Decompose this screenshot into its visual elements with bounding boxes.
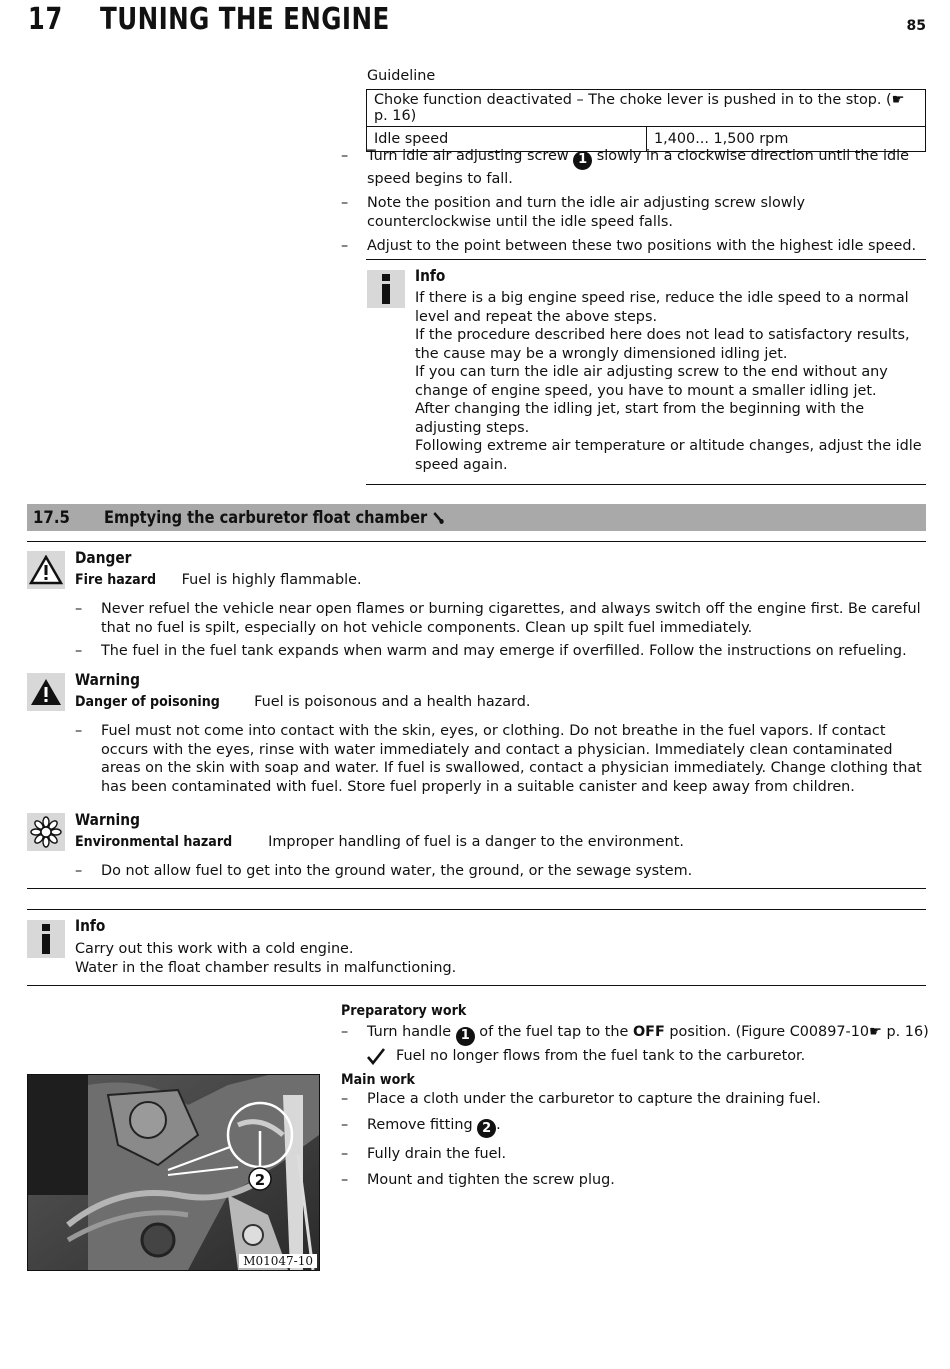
info-line: Water in the float chamber results in malfunctioning. <box>75 959 457 976</box>
chapter-title: TUNING THE ENGINE <box>100 2 390 37</box>
warning-title: Warning <box>75 810 140 829</box>
list-item: – Turn handle 1 of the fuel tap to the OFF position. (Figure C00897-10☛ p. 16) <box>341 1023 927 1046</box>
step-text: Place a cloth under the carburetor to capture the draining fuel. <box>367 1091 821 1107</box>
step-text: Turn idle air adjusting screw <box>367 148 569 164</box>
section-title <box>104 508 444 528</box>
info-title: Info <box>415 266 446 285</box>
callout-1-icon: 1 <box>573 151 592 170</box>
step-text: Mount and tighten the screw plug. <box>367 1171 615 1188</box>
step-text: Remove fitting <box>367 1116 473 1133</box>
figure-label: M01047-10 <box>239 1254 317 1268</box>
info-line: After changing the idling jet, start from the beginning with the adjusting steps. <box>415 401 865 436</box>
warning-title: Warning <box>75 670 140 689</box>
divider <box>27 541 926 542</box>
list-item: – Turn idle air adjusting screw 1 slowly in a clockwise direction until the idle speed begins to fall. <box>341 148 909 187</box>
list-item: – Remove fitting 2 . <box>341 1116 927 1139</box>
info-icon <box>27 920 65 958</box>
list-item-text: Never refuel the vehicle near open flames or burning cigarettes, and always switch off the engine first. Be careful that no fuel is spilt, especially on hot vehicle components. Clean up spilt fuel immediately. <box>101 601 921 636</box>
steps-top <box>341 147 927 256</box>
list-item-text: The fuel in the fuel tank expands when warm and may emerge if overfilled. Follow the instructions on refueling. <box>101 643 907 659</box>
info-line: If the procedure described here does not lead to satisfactory results, the cause may be a wrongly dimensioned idling jet. <box>415 327 910 362</box>
info-title: Info <box>75 916 106 935</box>
guideline-idle-value: 1,400... 1,500 rpm <box>647 127 926 152</box>
warning-triangle-icon <box>27 673 65 711</box>
step-text: slowly in a clockwise direction until the idle speed begins to fall. <box>367 148 909 187</box>
chapter-number: 17 <box>28 2 63 37</box>
list-item: – Adjust to the point between these two positions with the highest idle speed. <box>341 238 917 255</box>
checkmark-icon <box>366 1047 396 1071</box>
list-item: – Fuel must not come into contact with the skin, eyes, or clothing. Do not breathe in the fuel vapors. If contact occurs with the eyes, rinse with water immediately and contact a physician. Immediately clean contaminated areas on the skin with soap and water. If fuel is swallowed, contact a physician immediately. Change clothing that has been contaminated with fuel. Store fuel properly in a suitable canister and keep away from children. <box>75 722 927 796</box>
step-text: Turn handle <box>367 1024 452 1040</box>
hazard-text: Fuel is highly flammable. <box>181 572 362 588</box>
main-work-steps <box>341 1090 927 1189</box>
hazard-text: Fuel is poisonous and a health hazard. <box>254 694 531 710</box>
flower-icon <box>27 813 65 851</box>
list-item-text: Fuel must not come into contact with the skin, eyes, or clothing. Do not breathe in the fuel vapors. If contact occurs with the eyes, rinse with water immediately and contact a physician. Immediately clean contaminated areas on the skin with soap and water. If fuel is swallowed, contact a physician immediately. Change clothing that has been contaminated with fuel. Store fuel properly in a suitable canister and keep away from children. <box>101 723 922 795</box>
warning-list <box>75 722 927 796</box>
list-item: – Do not allow fuel to get into the ground water, the ground, or the sewage system. <box>75 863 693 879</box>
list-item: – Fully drain the fuel. <box>341 1146 507 1163</box>
info-line: Carry out this work with a cold engine. <box>75 941 354 957</box>
guideline-label: Guideline <box>367 68 436 84</box>
engine-photo <box>27 1074 320 1271</box>
figure-callout-number: 2 <box>254 1171 266 1189</box>
step-text: Fully drain the fuel. <box>367 1146 507 1163</box>
warning-triangle-icon <box>27 551 65 589</box>
check-result <box>366 1047 926 1071</box>
engine-illustration <box>28 1075 319 1270</box>
page-number: 85 <box>906 18 926 34</box>
hazard-label: Danger of poisoning <box>75 694 220 710</box>
danger-hazard-line <box>75 571 362 590</box>
info-icon <box>367 270 405 308</box>
info-line: Following extreme air temperature or altitude changes, adjust the idle speed again. <box>415 438 922 473</box>
preparatory-step <box>341 1023 927 1046</box>
info-line: If there is a big engine speed rise, reduce the idle speed to a normal level and repeat the above steps. <box>415 290 909 325</box>
danger-title: Danger <box>75 548 132 567</box>
hazard-text: Improper handling of fuel is a danger to the environment. <box>268 834 684 850</box>
list-item: – Never refuel the vehicle near open flames or burning cigarettes, and always switch off the engine first. Be careful that no fuel is spilt, especially on hot vehicle components. Clean up spilt fuel immediately. <box>75 600 927 637</box>
list-item: – Note the position and turn the idle air adjusting screw slowly counterclockwise until the idle speed falls. <box>341 194 927 231</box>
divider <box>27 985 926 986</box>
guideline-idle-label: Idle speed <box>367 127 647 152</box>
divider <box>366 259 926 260</box>
warning-list <box>75 862 927 881</box>
danger-list <box>75 600 927 661</box>
check-text: Fuel no longer flows from the fuel tank to the carburetor. <box>396 1048 806 1064</box>
guideline-row-choke: Choke function deactivated – The choke lever is pushed in to the stop. (☛ p. 16) <box>367 90 926 127</box>
section-title-text: Emptying the carburetor float chamber <box>104 508 428 528</box>
preparatory-title: Preparatory work <box>341 1003 467 1019</box>
list-item: – Mount and tighten the screw plug. <box>341 1171 615 1188</box>
wrench-icon <box>432 512 444 524</box>
divider <box>27 909 926 910</box>
hazard-label: Environmental hazard <box>75 834 233 850</box>
step-text: Adjust to the point between these two positions with the highest idle speed. <box>367 238 917 255</box>
list-item-text: Do not allow fuel to get into the ground water, the ground, or the sewage system. <box>101 863 693 879</box>
divider <box>27 888 926 889</box>
warning-hazard-line <box>75 833 684 852</box>
info-text <box>75 940 927 977</box>
step-text: Note the position and turn the idle air adjusting screw slowly counterclockwise until the idle speed falls. <box>367 195 806 230</box>
guideline-table <box>366 89 926 152</box>
list-item: – The fuel in the fuel tank expands when warm and may emerge if overfilled. Follow the instructions on refueling. <box>75 643 907 659</box>
divider <box>366 484 926 485</box>
main-work-title: Main work <box>341 1072 415 1088</box>
section-number: 17.5 <box>33 508 70 528</box>
step-text: position. (Figure C00897-10☛ p. 16) <box>669 1024 929 1040</box>
off-position-label: OFF <box>632 1024 665 1040</box>
list-item: – Place a cloth under the carburetor to capture the draining fuel. <box>341 1091 821 1107</box>
callout-2-icon: 2 <box>477 1119 496 1138</box>
step-text: of the fuel tap to the <box>479 1024 629 1040</box>
hazard-label: Fire hazard <box>75 572 157 588</box>
callout-1-icon: 1 <box>456 1027 475 1046</box>
info-text <box>415 289 927 474</box>
info-line: If you can turn the idle air adjusting screw to the end without any change of engine speed, you have to mount a smaller idling jet. <box>415 364 888 399</box>
warning-hazard-line <box>75 693 530 712</box>
